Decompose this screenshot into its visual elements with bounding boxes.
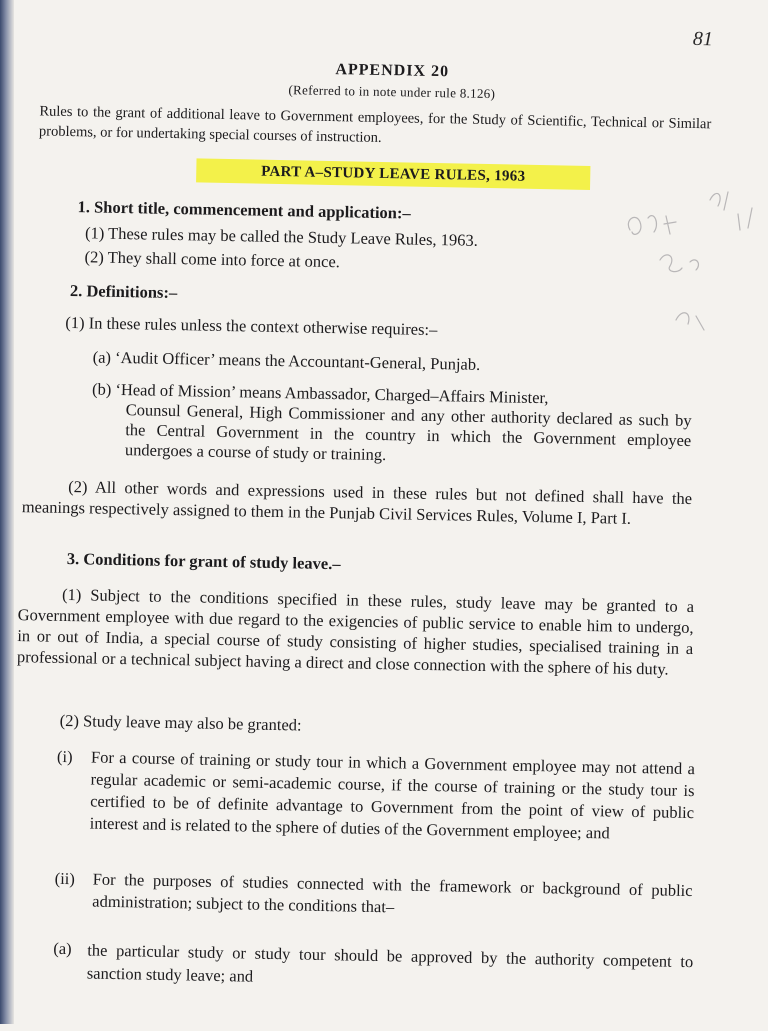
item-i-text: For a course of training or study tour in which a Government employee may not attend a regular academic or semi-academic course, if the course of training or the study tour is certified to be of definite advantage to Government from the point of view of public interest and is related to the sphere of duties of the Government employee; and xyxy=(89,747,696,843)
item-ii-label: (ii) xyxy=(54,868,76,889)
intro-paragraph: Rules to the grant of additional leave to Government employees, for the Study of Scientific, Technical or Similar problems, or for undertaking special courses of instruction. xyxy=(38,103,712,146)
part-title-highlighted: PART A–STUDY LEAVE RULES, 1963 xyxy=(196,158,590,190)
definition-a: (a) ‘Audit Officer’ means the Accountant-General, Punjab. xyxy=(92,347,481,374)
section-2-clause-2: (2) All other words and expressions used in these rules but not defined shall have the meanings respectively assigned to them in the Punjab Civil Services Rules, Volume I, Part I. xyxy=(21,477,693,528)
section-1-clause-2: (2) They shall come into force at once. xyxy=(84,247,341,272)
item-i-label: (i) xyxy=(56,746,73,767)
section-3-heading: 3. Conditions for grant of study leave.– xyxy=(66,549,341,574)
definition-b-continuation: Counsul General, High Commissioner and any other authority declared as such by the Central Government in the country in which the Government employee undergoes a course of study or training. xyxy=(124,400,692,465)
section-2-clause-1: (1) In these rules unless the context otherwise requires:– xyxy=(65,312,438,340)
item-a-text: the particular study or study tour should be approved by the authority competent to sanction study leave; and xyxy=(86,940,694,986)
section-3-clause-2: (2) Study leave may also be granted: xyxy=(59,710,302,735)
definition-b-first-line: (b) ‘Head of Mission’ means Ambassador, Charged–Affairs Minister, xyxy=(91,379,549,408)
item-ii-text: For the purposes of studies connected with the framework or background of public administration; subject to the conditions that– xyxy=(92,869,693,917)
appendix-title: APPENDIX 20 xyxy=(335,61,450,81)
appendix-subtitle: (Referred to in note under rule 8.126) xyxy=(288,82,496,102)
pencil-marks-annotation xyxy=(620,180,760,340)
item-a-label: (a) xyxy=(53,938,72,959)
section-2-heading: 2. Definitions:– xyxy=(69,281,178,303)
section-3-clause-1: (1) Subject to the conditions specified in these rules, study leave may be granted to a Government employee with due regard to the exigencies of public service to enable him to undergo, in or out of India, a special course of study consisting of higher studies, specialised training in a professional or a technical subject having a direct and close connection with the sphere of his duty. xyxy=(16,584,695,679)
section-1-clause-1: (1) These rules may be called the Study Leave Rules, 1963. xyxy=(84,223,479,250)
page-number: 81 xyxy=(692,27,714,51)
section-1-heading: 1. Short title, commencement and application:– xyxy=(77,197,411,223)
